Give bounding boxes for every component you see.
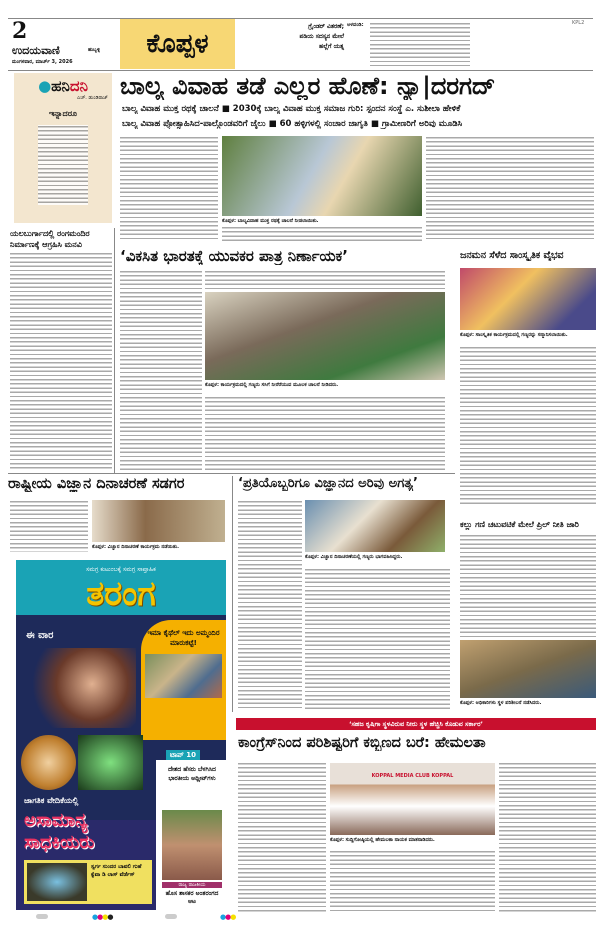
ad-story1-panel xyxy=(141,620,226,740)
science-day-headline: ರಾಷ್ಟ್ರೀಯ ವಿಜ್ಞಾನ ದಿನಾಚರಣೆ ಸಡಗರ xyxy=(8,476,185,492)
lead-caption: ಕೊಪ್ಪಳ: ಬಾಲ್ಯವಿವಾಹ ಮುಕ್ತ ರಥಕ್ಕೆ ಚಾಲನೆ ನೀಡಲಾಯಿತು. xyxy=(222,218,319,224)
ad-story4: ಹೊಸ ಶಾಸಕರ ಅಂತರಂಗದ ಆಟ xyxy=(165,890,219,905)
hani-dani-title-b: ದನಿ xyxy=(69,77,88,95)
ad-story3: ಸ್ವರ್ಗ ಸುಂದರ ಬಾವಲಿ ಗುಹೆ ಕ್ವೆವಾ ಡಿ ಲಾಸ್ ವೆರ್ಡೆಸ್ xyxy=(91,864,142,878)
ad-cover-portrait xyxy=(26,648,136,728)
science-awareness-headline: ‘ಪ್ರತಿಯೊಬ್ಬರಿಗೂ ವಿಜ್ಞಾನದ ಅರಿವು ಅಗತ್ಯ’ xyxy=(238,476,418,491)
ad-issue: ಈ ವಾರ xyxy=(26,630,54,641)
ad-brand: ತರಂಗ xyxy=(86,574,156,614)
quarry-photo xyxy=(460,640,596,698)
congress-photo xyxy=(330,763,495,835)
science-day-caption: ಕೊಪ್ಪಳ: ವಿಜ್ಞಾನ ದಿನಾಚರಣೆ ಕಾರ್ಯಕ್ರಮ ನಡೆಯಿತು. xyxy=(92,544,180,550)
ad-queen-image xyxy=(21,735,76,790)
ad-athlete-photos xyxy=(162,810,222,880)
teaser-title: ಗ್ರೈಂಡರ್‌ ವಿತರಣೆ; ಪಡಿಯ ಸದಸ್ಯನ ಮೇಲೆ ಹಲ್ಲೆಗೆ ಯತ್ನ xyxy=(299,23,344,50)
teaser-kicker: ಅಳವಂಡಿ: xyxy=(347,22,364,28)
lead-headline: ಬಾಲ್ಯ ವಿವಾಹ ತಡೆ ಎಲ್ಲರ ಹೊಣೆ: ನ್ಯಾ|ದರಗದ್ xyxy=(120,72,496,100)
ad-cover-title: ಅಸಾಮಾನ್ಯ ಸಾಧಕಿಯರು xyxy=(24,810,95,853)
hani-dani-author: ಎಚ್. ಡುಂಡಿರಾಜ್ xyxy=(77,95,108,101)
paper-name: ಉದಯವಾಣಿ xyxy=(12,44,60,57)
ad-story1: ಇಮಾ ಕೈಥೆಲ್ ಇದು ಅಮ್ಮಂದಿರ ಮಾರುಕಟ್ಟೆ! xyxy=(147,629,220,647)
page-code: KPL2 xyxy=(572,20,585,26)
lead-subhead-2: ಬಾಲ್ಯ ವಿವಾಹ ಪ್ರೋತ್ಸಾಹಿಸಿದ-ಪಾಲ್ಗೊಂಡವರಿಗೆ ಜೈಲು ■ 60 ಹಳ್ಳಿಗಳಲ್ಲಿ ಸಂಚಾರ ಜಾಗೃತಿ ■ ಗ್ರಾಮೀಣರಿಗೆ ಅರಿವು ಮೂಡಿಸಿ xyxy=(122,119,463,129)
lead-subhead-1: ಬಾಲ್ಯ ವಿವಾಹ ಮುಕ್ತ ರಥಕ್ಕೆ ಚಾಲನೆ ■ 2030ಕ್ಕೆ ಬಾಲ್ಯ ವಿವಾಹ ಮುಕ್ತ ಸಮಾಜ ಗುರಿ: ಸ್ಪಂದನ ಸಂಸ್ಥೆ ಎ. ಸುಶೀಲಾ ಹೇಳಿಕೆ xyxy=(122,104,461,114)
hani-dani-box: ●ಹನಿದನಿ ಎಚ್. ಡುಂಡಿರಾಜ್ ಇನ್ನಾದರೂ xyxy=(14,73,112,223)
banner: ‘ಸಹಜ ಕೃಷಿಗಾ ಸ್ಥಳವಿರುವ ನೀರು ಸ್ಥಳ ಹೆಚ್ಚಿಸಿ ಕೊಡುವ ಸರ್ಕಾರ’ xyxy=(236,718,596,730)
taranga-ad[interactable] xyxy=(16,560,226,910)
vikasita-headline: ‘ವಿಕಸಿತ ಭಾರತಕ್ಕೆ ಯುವಕರ ಪಾತ್ರ ನಿರ್ಣಾಯಕ’ xyxy=(120,247,349,265)
yelburga-headline: ಯಲಬುರ್ಗಾದಲ್ಲಿ ರಂಗಮಂದಿರ ನಿರ್ಮಾಣಕ್ಕೆ ಆಗ್ರಹಿಸಿ ಮನವಿ xyxy=(10,229,90,249)
hani-dani-title-a: ಹನಿ xyxy=(51,77,70,95)
print-registration-marks: ●●●● ●●● xyxy=(0,912,600,922)
ad-kicker: ಜಾಗತಿಕ ವೇದಿಕೆಯಲ್ಲಿ xyxy=(24,796,79,805)
congress-headline: ಕಾಂಗ್ರೆಸ್‌ನಿಂದ ಪರಿಶಿಷ್ಟರಿಗೆ ಕಬ್ಬಿಣದ ಬರೆ: ಹೇಮಲತಾ xyxy=(238,735,486,751)
quarry-headline: ಕಲ್ಲು ಗಣಿ ಚಟುವಟಿಕೆ ಮೇಲೆ ಪ್ರಿಲ್ ನೀತಿ ಜಾರಿ xyxy=(460,520,579,529)
quarry-caption: ಕೊಪ್ಪಳ: ಅಧಿಕಾರಿಗಳು ಸ್ಥಳ ಪರಿಶೀಲನೆ ನಡೆಸಿದರು. xyxy=(460,700,542,706)
section-banner xyxy=(120,19,235,69)
edition: ಹುಬ್ಬಳ್ಳಿ xyxy=(88,47,101,53)
cultural-caption: ಕೊಪ್ಪಳ: ಸಾಂಸ್ಕೃತಿಕ ಕಾರ್ಯಕ್ರಮದಲ್ಲಿ ಗಣ್ಯರನ್ನು ಸನ್ಮಾನಿಸಲಾಯಿತು. xyxy=(460,332,568,338)
date: ಮಂಗಳವಾರ, ಮಾರ್ಚ್ 3, 2026 xyxy=(12,59,73,65)
cultural-photo xyxy=(460,268,596,330)
ad-top10: ಟಾಪ್ 10 xyxy=(166,750,200,761)
section-title: ಕೊಪ್ಪಳ xyxy=(146,28,209,59)
ad-politics-tag: ರಾಜ್ಯ ರಾಜಕೀಯ xyxy=(162,882,222,888)
vikasita-photo xyxy=(205,292,445,380)
vikasita-caption: ಕೊಪ್ಪಳ: ಕಾರ್ಯಕ್ರಮದಲ್ಲಿ ಗಣ್ಯರು ಸಸಿಗೆ ನೀರೆರೆಯುವ ಮೂಲಕ ಚಾಲನೆ ನೀಡಿದರು. xyxy=(205,382,339,388)
science-awareness-caption: ಕೊಪ್ಪಳ: ವಿಜ್ಞಾನ ದಿನಾಚರಣೆಯಲ್ಲಿ ಗಣ್ಯರು ಭಾಗವಹಿಸಿದ್ದರು. xyxy=(305,554,403,560)
poem-title: ಇನ್ನಾದರೂ xyxy=(48,109,78,118)
science-day-photo xyxy=(92,500,225,542)
congress-photo-banner: KOPPAL MEDIA CLUB KOPPAL xyxy=(371,773,454,779)
ad-story2: ದೇಶದ ಹೆಸರು ಬೆಳಗಿಸಿದ ಭಾರತೀಯ ಅಥ್ಲೀಟ್‌ಗಳು xyxy=(168,766,216,782)
congress-caption: ಕೊಪ್ಪಳ: ಸುದ್ದಿಗೋಷ್ಠಿಯಲ್ಲಿ ಹೇಮಲತಾ ನಾಯಕ ಮಾತನಾಡಿದರು. xyxy=(330,837,435,843)
ad-green-image xyxy=(78,735,143,790)
ad-story3-panel xyxy=(24,860,152,904)
science-awareness-photo xyxy=(305,500,445,552)
cultural-headline: ಜನಮನ ಸೆಳೆದ ಸಾಂಸ್ಕೃತಿಕ ವೈಭವ xyxy=(460,250,564,261)
ad-tagline: ಸಮಗ್ರ ಕುಟುಂಬಕ್ಕೆ ಸಮಗ್ರ ಸಾಪ್ತಾಹಿಕ xyxy=(86,566,156,573)
page-number: 2 xyxy=(12,18,28,44)
lead-photo xyxy=(222,136,422,216)
